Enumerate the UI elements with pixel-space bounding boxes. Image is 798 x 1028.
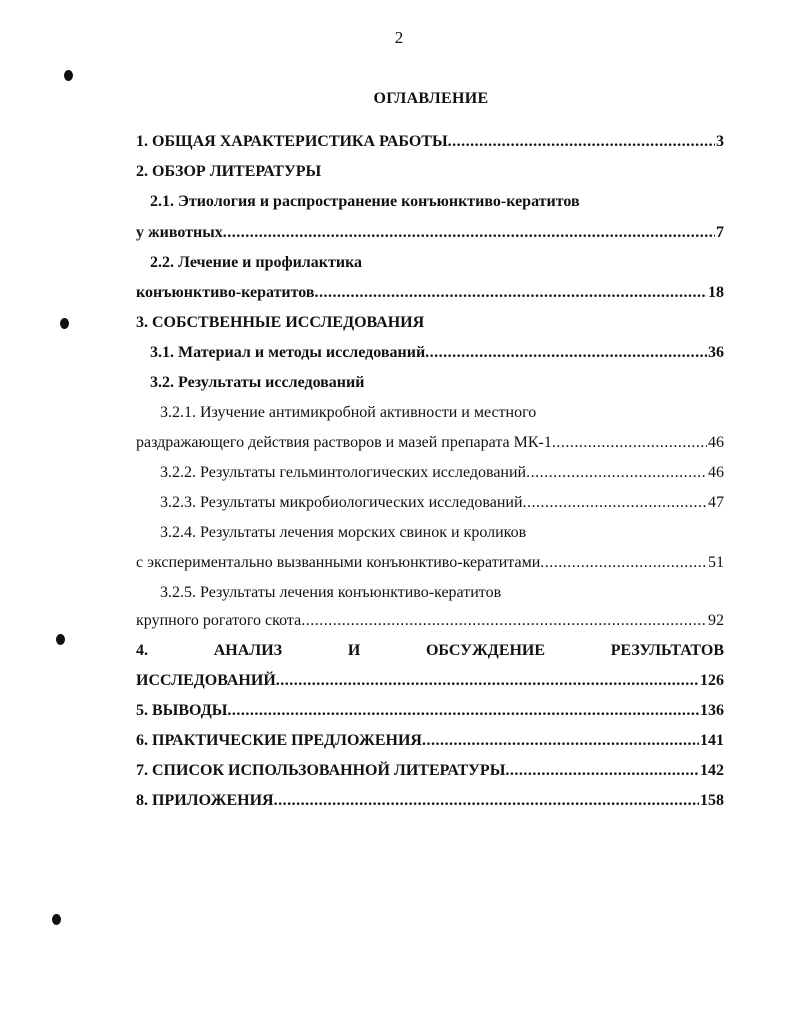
toc-entry-2: [136, 160, 724, 184]
toc-entry-page: 142: [700, 762, 724, 779]
toc-entry-7: [136, 759, 724, 783]
toc-entry-4-cont: [136, 669, 724, 693]
toc-entry-1: [136, 130, 724, 154]
toc-entry-text: 2.1. Этиология и распространение конъюнктиво-кератитов: [150, 193, 580, 210]
leader-dots: [552, 431, 707, 455]
toc-entry-text: крупного рогатого скота: [136, 612, 302, 629]
toc-entry-4-heading: [136, 639, 724, 663]
toc-entry-3-2-1-cont: [136, 431, 724, 455]
leader-dots: [448, 130, 715, 154]
toc-entry-page: 126: [700, 672, 724, 689]
leader-dots: [540, 551, 707, 575]
leader-dots: [274, 789, 699, 813]
toc-entry-3-2-4-cont: [136, 551, 724, 575]
toc-entry-2-1-cont: [136, 221, 724, 245]
toc-entry-5: [136, 699, 724, 723]
toc-entry-page: 18: [708, 284, 724, 301]
toc-entry-text: 2.2. Лечение и профилактика: [150, 254, 363, 271]
toc-entry-page: 141: [700, 732, 724, 749]
toc-entry-text: 3.2.1. Изучение антимикробной активности и местного: [160, 404, 537, 421]
toc-entry-text: 3.2.5. Результаты лечения конъюнктиво-кератитов: [160, 584, 502, 601]
toc-entry-text: 3.1. Материал и методы исследований: [150, 344, 426, 361]
toc-entry-text: 8. ПРИЛОЖЕНИЯ: [136, 792, 274, 809]
toc-entry-text: 3.2.2. Результаты гельминтологических исследований: [160, 464, 527, 481]
toc-entry-page: 46: [708, 464, 724, 481]
heading-word: 4.: [136, 642, 148, 659]
leader-dots: [422, 729, 699, 753]
toc-entry-text: ИССЛЕДОВАНИЙ: [136, 672, 276, 689]
toc-entry-3: [136, 311, 724, 335]
toc-entry-3-1: [150, 341, 724, 365]
leader-dots: [526, 461, 707, 485]
toc-entry-page: 51: [708, 554, 724, 571]
toc-entry-text: 2. ОБЗОР ЛИТЕРАТУРЫ: [136, 163, 322, 180]
toc-entry-page: 92: [708, 612, 724, 629]
toc-title: ОГЛАВЛЕНИЕ: [373, 90, 489, 107]
toc-entry-text: 6. ПРАКТИЧЕСКИЕ ПРЕДЛОЖЕНИЯ: [136, 732, 422, 749]
toc-entry-text: с экспериментально вызванными конъюнктиво-кератитами: [136, 554, 541, 571]
toc-entry-text: у животных: [136, 224, 223, 241]
toc-entry-2-2: [150, 251, 724, 275]
leader-dots: [227, 699, 699, 723]
toc-entry-3-2-1: [160, 401, 724, 425]
toc-entry-page: 7: [716, 224, 724, 241]
toc-entry-page: 3: [716, 133, 724, 150]
leader-dots: [425, 341, 707, 365]
toc-entry-text: раздражающего действия растворов и мазей препарата МК-1: [136, 434, 552, 451]
toc-entry-8: [136, 789, 724, 813]
leader-dots: [505, 759, 699, 783]
toc-entry-3-2-2: [160, 461, 724, 485]
toc-entry-6: [136, 729, 724, 753]
leader-dots: [301, 609, 707, 633]
leader-dots: [276, 669, 699, 693]
toc-entry-2-1: [150, 190, 724, 214]
toc-entry-page: 46: [708, 434, 724, 451]
toc-entry-2-2-cont: [136, 281, 724, 305]
toc-entry-3-2-3: [160, 491, 724, 515]
page-number: 2: [394, 28, 404, 47]
toc-entry-text: 5. ВЫВОДЫ: [136, 702, 228, 719]
toc-entry-3-2-4: [160, 521, 724, 545]
toc-entry-text: 1. ОБЩАЯ ХАРАКТЕРИСТИКА РАБОТЫ: [136, 133, 448, 150]
leader-dots: [523, 491, 707, 515]
toc-entry-page: 36: [708, 344, 724, 361]
toc-entry-text: 3.2.4. Результаты лечения морских свинок и кроликов: [160, 524, 527, 541]
toc-entry-page: 158: [700, 792, 724, 809]
toc-entry-3-2: [150, 371, 724, 395]
toc-entry-text: конъюнктиво-кератитов: [136, 284, 315, 301]
toc-entry-text: 7. СПИСОК ИСПОЛЬЗОВАННОЙ ЛИТЕРАТУРЫ: [136, 762, 506, 779]
toc-entry-text: 3.2.3. Результаты микробиологических исследований: [160, 494, 523, 511]
toc-entry-text: 3.2. Результаты исследований: [150, 374, 365, 391]
leader-dots: [223, 221, 715, 245]
toc-entry-page: 47: [708, 494, 724, 511]
heading-word: ОБСУЖДЕНИЕ: [425, 642, 546, 659]
toc-entry-text: 3. СОБСТВЕННЫЕ ИССЛЕДОВАНИЯ: [136, 314, 425, 331]
toc-entry-3-2-5: [160, 581, 724, 605]
heading-word: И: [347, 642, 361, 659]
toc-entry-page: 136: [700, 702, 724, 719]
leader-dots: [315, 281, 707, 305]
heading-word: РЕЗУЛЬТАТОВ: [610, 642, 724, 659]
toc-entry-3-2-5-cont: [136, 609, 724, 633]
heading-word: АНАЛИЗ: [213, 642, 283, 659]
